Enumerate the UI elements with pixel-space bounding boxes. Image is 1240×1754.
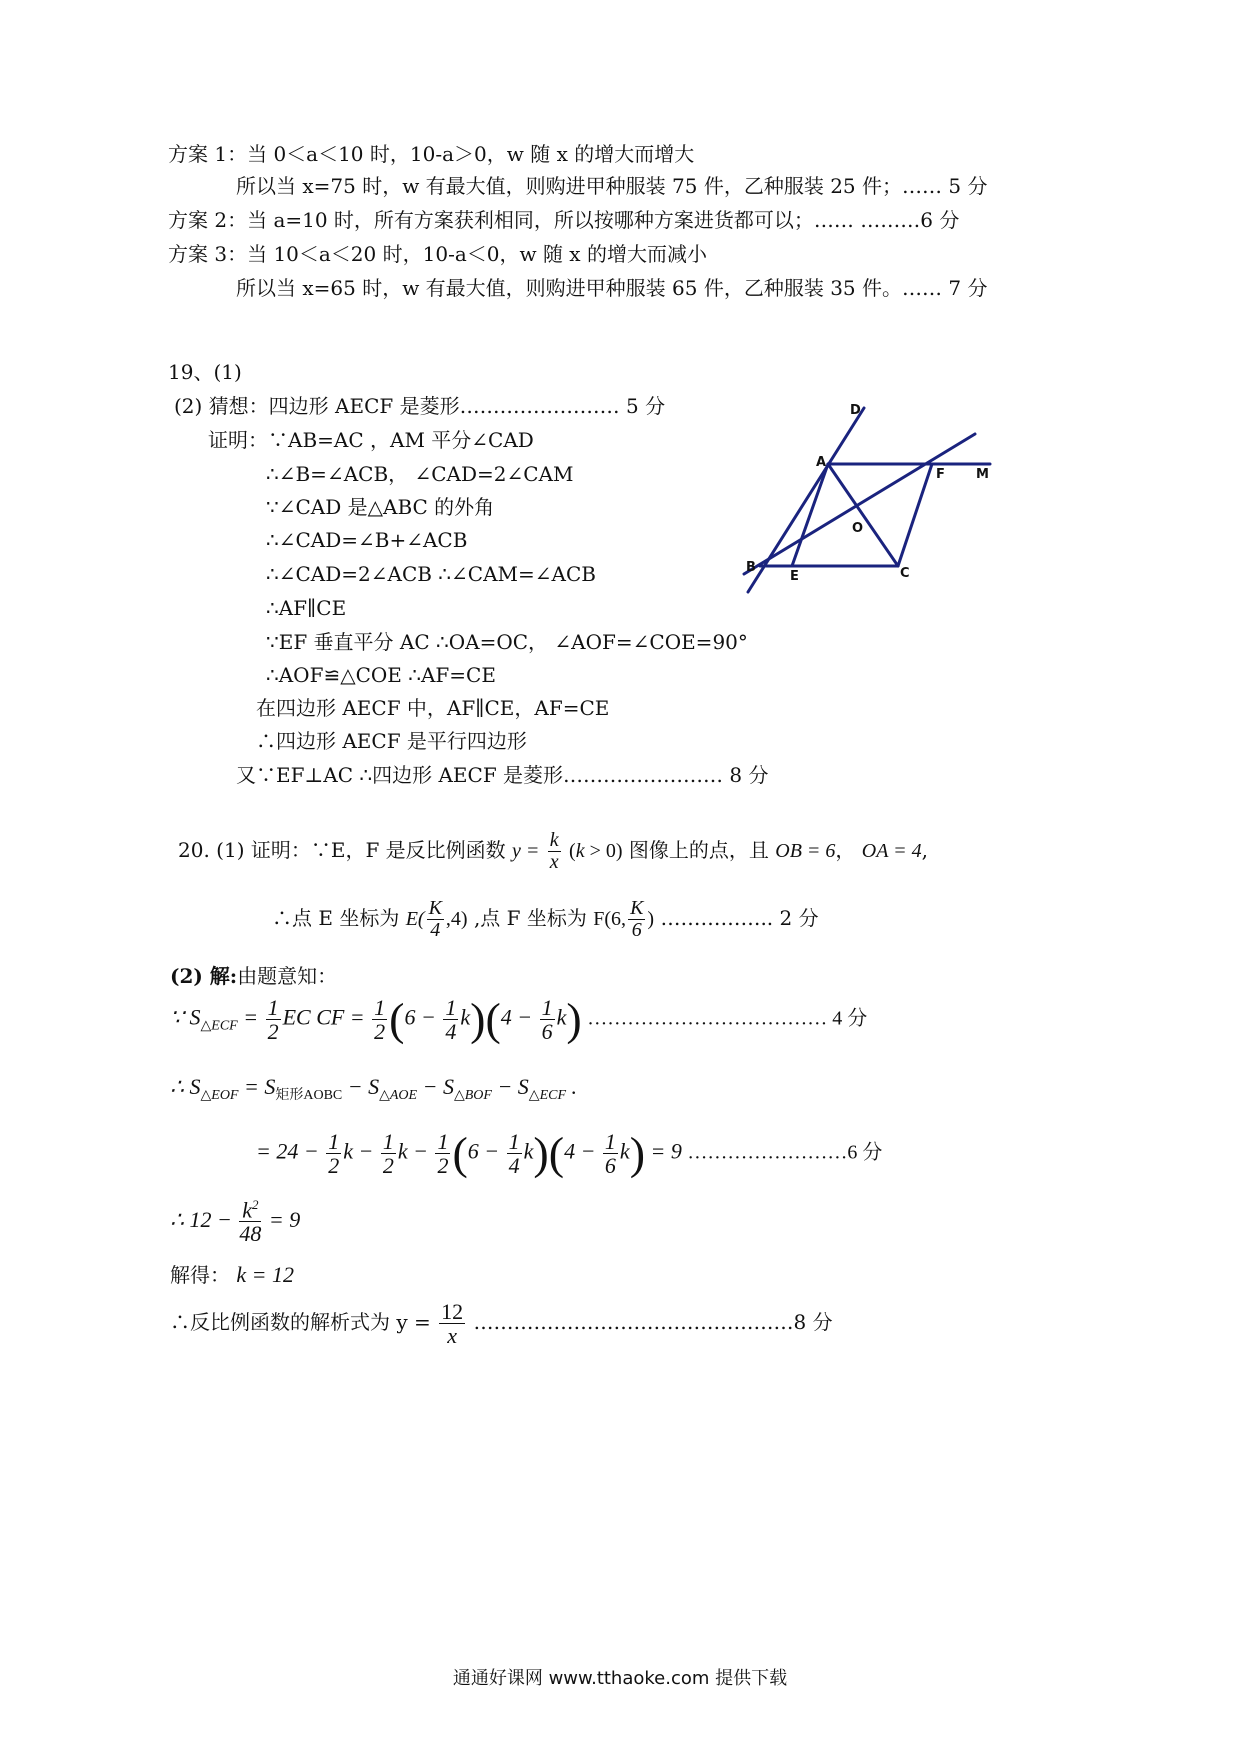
q20-part2-intro: 由题意知： <box>237 964 338 988</box>
label-o: O <box>852 521 864 536</box>
q19-proof-1: 证明：∵AB=AC ，AM 平分∠CAD <box>208 428 534 452</box>
frac-k-over-x: $\frac{k}{x}$ <box>549 829 559 873</box>
q19-proof-11: 又∵EF⊥AC ∴四边形 AECF 是菱形…………………… 8 分 <box>236 763 769 787</box>
final-answer-label: ∴反比例函数的解析式为 y = <box>170 1310 431 1335</box>
q19-proof-4: ∴∠CAD=∠B+∠ACB <box>266 528 468 552</box>
plan-line-3: 方案 2：当 a=10 时，所有方案获利相同，所以按哪种方案进货都可以；…… ………6 分 <box>168 208 960 232</box>
line-e-f <box>744 434 975 574</box>
label-m: M <box>976 467 989 482</box>
q20-score-6: ……………………6 分 <box>687 1141 883 1164</box>
q20-score-8: …………………………………………8 分 <box>473 1310 833 1335</box>
q19-proof-5: ∴∠CAD=2∠ACB ∴∠CAM=∠ACB <box>266 562 596 586</box>
solve-label: 解得： <box>170 1263 230 1287</box>
ob-value: OB = 6 <box>775 840 836 862</box>
plan-line-1: 方案 1：当 0＜a＜10 时，10-a＞0，w 随 x 的增大而增大 <box>168 142 695 166</box>
q19-proof-9: 在四边形 AECF 中，AF∥CE，AF=CE <box>256 696 610 720</box>
q20-intro-2: 图像上的点，且 <box>628 838 769 862</box>
point-f-label: ,点 F 坐标为 <box>473 906 587 930</box>
plan-line-2: 所以当 x=75 时，w 有最大值，则购进甲种服装 75 件，乙种服装 25 件；…… 5 分 <box>236 174 988 198</box>
q19-proof-3: ∵∠CAD 是△ABC 的外角 <box>266 495 495 519</box>
plan-line-4: 方案 3：当 10＜a＜20 时，10-a＜0，w 随 x 的增大而减小 <box>168 242 707 266</box>
equation-s-ecf: ∵ $S_{\triangle ECF}$ = $\frac{1}{2}$ EC CF = $\frac{1}{2}$ (6 − $\frac{1}{4}$ k)(4 − $\frac{1}{6}$ k) ……………………………… 4 分 <box>170 993 868 1045</box>
oa-value: OA = 4 <box>861 840 922 862</box>
label-b: B <box>746 560 756 575</box>
q20-line-2: ∴点 E 坐标为 E( $\frac{K}{4}$ ,4) ,点 F 坐标为 F(6, $\frac{K}{6}$ ) …………….. 2 分 <box>272 897 819 941</box>
label-f: F <box>936 467 945 482</box>
q20-intro: 20. (1) 证明：∵E，F 是反比例函数 <box>178 838 506 862</box>
q19-proof-2: ∴∠B=∠ACB， ∠CAD=2∠CAM <box>266 462 574 486</box>
q19-guess: (2) 猜想：四边形 AECF 是菱形…………………… 5 分 <box>174 394 666 418</box>
q20-part2-heading <box>170 966 337 986</box>
equation-expand: = 24 − $\frac{1}{2}$ k − $\frac{1}{2}$ k − $\frac{1}{2}$ (6 − $\frac{1}{4}$ k)(4 − $\frac{1}{6}$ k) = 9 ……………………6 分 <box>256 1127 883 1179</box>
line-b-d <box>748 408 864 592</box>
q20-line-1: 20. (1) 证明：∵E，F 是反比例函数 y = $\frac{k}{x}$ (k > 0) 图像上的点，且 OB = 6， OA = 4, <box>178 829 928 873</box>
q20-score-4: ……………………………… 4 分 <box>587 1007 868 1030</box>
rhombus-diagram <box>746 403 1120 640</box>
plan-line-5: 所以当 x=65 时，w 有最大值，则购进甲种服装 65 件，乙种服装 35 件。…… 7 分 <box>236 276 988 300</box>
q19-proof-10: ∴四边形 AECF 是平行四边形 <box>256 729 527 753</box>
label-c: C <box>900 566 910 581</box>
page-footer: 通通好课网 www.tthaoke.com 提供下载 <box>452 1668 788 1689</box>
label-e: E <box>790 569 799 584</box>
q20-final-answer: ∴反比例函数的解析式为 y = $\frac{12}{x}$ …………………………………………8 分 <box>170 1299 833 1349</box>
q19-proof-7: ∵EF 垂直平分 AC ∴OA=OC， ∠AOF=∠COE=90° <box>266 630 748 654</box>
q20-solve-line <box>170 1264 294 1286</box>
label-a: A <box>816 455 827 470</box>
equation-s-eof: ∴ $S_{\triangle EOF} = S_{矩形AOBC} - S_{\triangle AOE} - S_{\triangle BOF} - S_{\triangle ECF}$ . <box>170 1074 578 1103</box>
q19-proof-6: ∴AF∥CE <box>266 596 347 620</box>
k-value: k = 12 <box>236 1262 294 1287</box>
label-d: D <box>850 403 861 418</box>
q20-part2-label: (2) 解: <box>170 964 238 988</box>
q20-score-2: …………….. 2 分 <box>660 906 819 930</box>
q19-proof-8: ∴AOF≌△COE ∴AF=CE <box>266 663 496 687</box>
q19-heading: 19、(1) <box>168 360 242 384</box>
point-e-label: ∴点 E 坐标为 <box>272 906 400 930</box>
equation-k-square: ∴ 12 − $\frac{k^2}{48}$ = 9 <box>170 1197 301 1247</box>
